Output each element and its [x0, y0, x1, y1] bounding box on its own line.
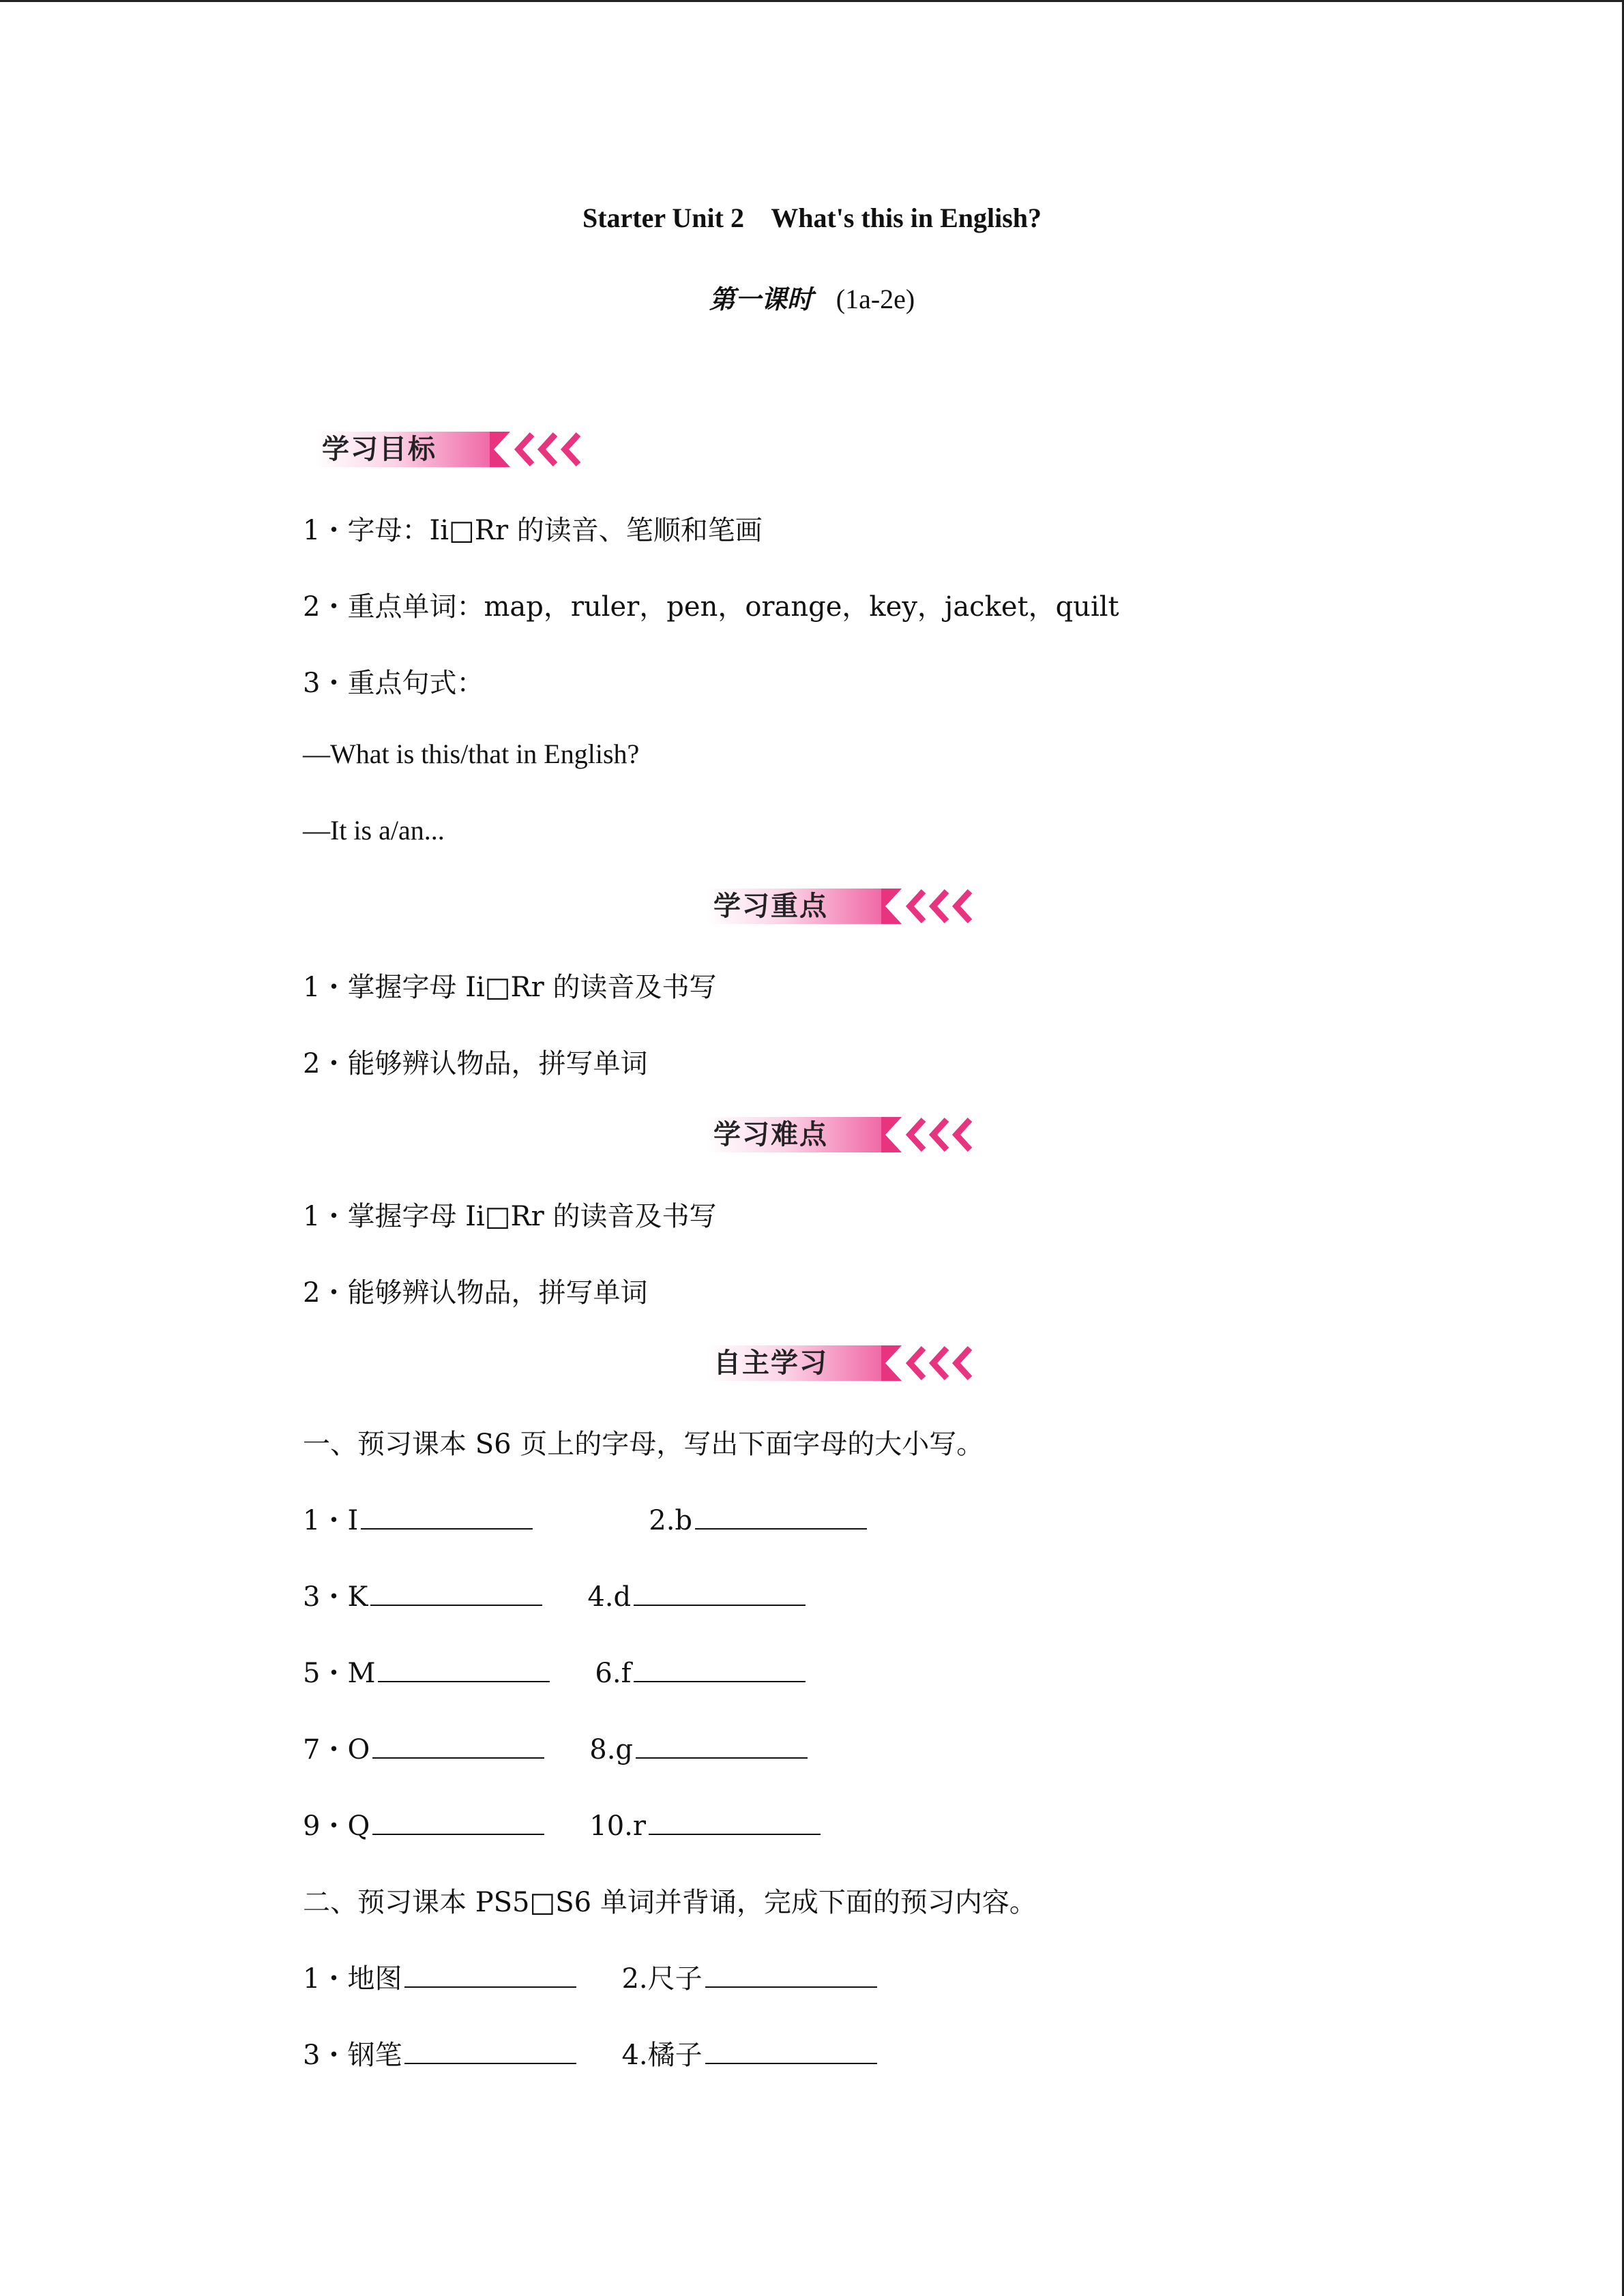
banner-label: 学习重点 — [713, 891, 828, 922]
difficulty-item-1: 1・掌握字母 Ii□Rr 的读音及书写 — [303, 1201, 717, 1232]
answer-blank[interactable] — [695, 1504, 867, 1530]
answer-blank[interactable] — [636, 1733, 808, 1759]
exercise-prompt: 1・地图 — [303, 1963, 402, 1995]
exercise-prompt: 4.橘子 — [621, 2040, 703, 2071]
lesson-label: 第一课时 — [709, 284, 813, 314]
exercise-prompt: 3・K — [303, 1581, 368, 1613]
banner-label: 学习目标 — [322, 434, 437, 465]
section-banner-key-points — [707, 884, 988, 928]
goal-sentence-2: —It is a/an... — [303, 815, 445, 846]
section-banner-goals — [315, 428, 596, 471]
exercise-prompt: 8.g — [589, 1734, 634, 1765]
exercise-prompt: 4.d — [587, 1581, 632, 1613]
answer-blank[interactable] — [404, 1962, 576, 1988]
chevron-left-icon — [315, 428, 596, 471]
answer-blank[interactable] — [634, 1656, 806, 1682]
section-banner-difficulties — [707, 1113, 988, 1157]
answer-blank[interactable] — [372, 1809, 544, 1835]
letter-exercise-row — [303, 1804, 821, 1843]
key-point-item-2: 2・能够辨认物品，拼写单词 — [303, 1048, 648, 1079]
goal-sentence-1: —What is this/that in English? — [303, 739, 640, 769]
lesson-subtitle — [0, 278, 1624, 316]
exercise-prompt: 9・Q — [303, 1810, 370, 1842]
answer-blank[interactable] — [404, 2038, 576, 2064]
exercise-prompt: 6.f — [595, 1658, 632, 1689]
self-study-instruction-2: 二、预习课本 PS5□S6 单词并背诵，完成下面的预习内容。 — [303, 1887, 1037, 1918]
exercise-prompt: 2.b — [649, 1505, 693, 1536]
difficulty-item-2: 2・能够辨认物品，拼写单词 — [303, 1277, 648, 1309]
chevron-left-icon — [707, 1113, 988, 1157]
answer-blank[interactable] — [634, 1580, 806, 1606]
lesson-range: (1a-2e) — [836, 284, 915, 314]
letter-exercise-row — [303, 1728, 808, 1767]
section-banner-self-study — [707, 1341, 988, 1385]
goal-item-1: 1・字母：Ii□Rr 的读音、笔顺和笔画 — [303, 515, 763, 546]
word-exercise-row — [303, 1957, 877, 1996]
page-border-top — [0, 0, 1624, 2]
key-point-item-1: 1・掌握字母 Ii□Rr 的读音及书写 — [303, 972, 717, 1003]
exercise-prompt: 7・O — [303, 1734, 370, 1765]
self-study-instruction-1: 一、预习课本 S6 页上的字母，写出下面字母的大小写。 — [303, 1429, 984, 1460]
chevron-left-icon — [707, 1341, 988, 1385]
answer-blank[interactable] — [361, 1504, 533, 1530]
exercise-prompt: 10.r — [589, 1810, 646, 1842]
answer-blank[interactable] — [372, 1733, 544, 1759]
exercise-prompt: 3・钢笔 — [303, 2040, 402, 2071]
letter-exercise-row — [303, 1652, 806, 1690]
exercise-prompt: 1・I — [303, 1505, 359, 1536]
banner-label: 学习难点 — [713, 1119, 828, 1150]
exercise-prompt: 5・M — [303, 1658, 376, 1689]
chevron-left-icon — [707, 884, 988, 928]
letter-exercise-row — [303, 1575, 806, 1614]
letter-exercise-row — [303, 1499, 867, 1538]
goal-item-2: 2・重点单词：map，ruler，pen，orange，key，jacket，quilt — [303, 591, 1119, 623]
goal-item-3: 3・重点句式： — [303, 668, 484, 699]
exercise-prompt: 2.尺子 — [621, 1963, 703, 1995]
answer-blank[interactable] — [705, 2038, 877, 2064]
answer-blank[interactable] — [649, 1809, 821, 1835]
banner-label: 自主学习 — [713, 1347, 828, 1379]
answer-blank[interactable] — [705, 1962, 877, 1988]
page-title: Starter Unit 2 What's this in English? — [582, 203, 1042, 233]
answer-blank[interactable] — [370, 1580, 542, 1606]
answer-blank[interactable] — [378, 1656, 550, 1682]
word-exercise-row — [303, 2033, 877, 2072]
